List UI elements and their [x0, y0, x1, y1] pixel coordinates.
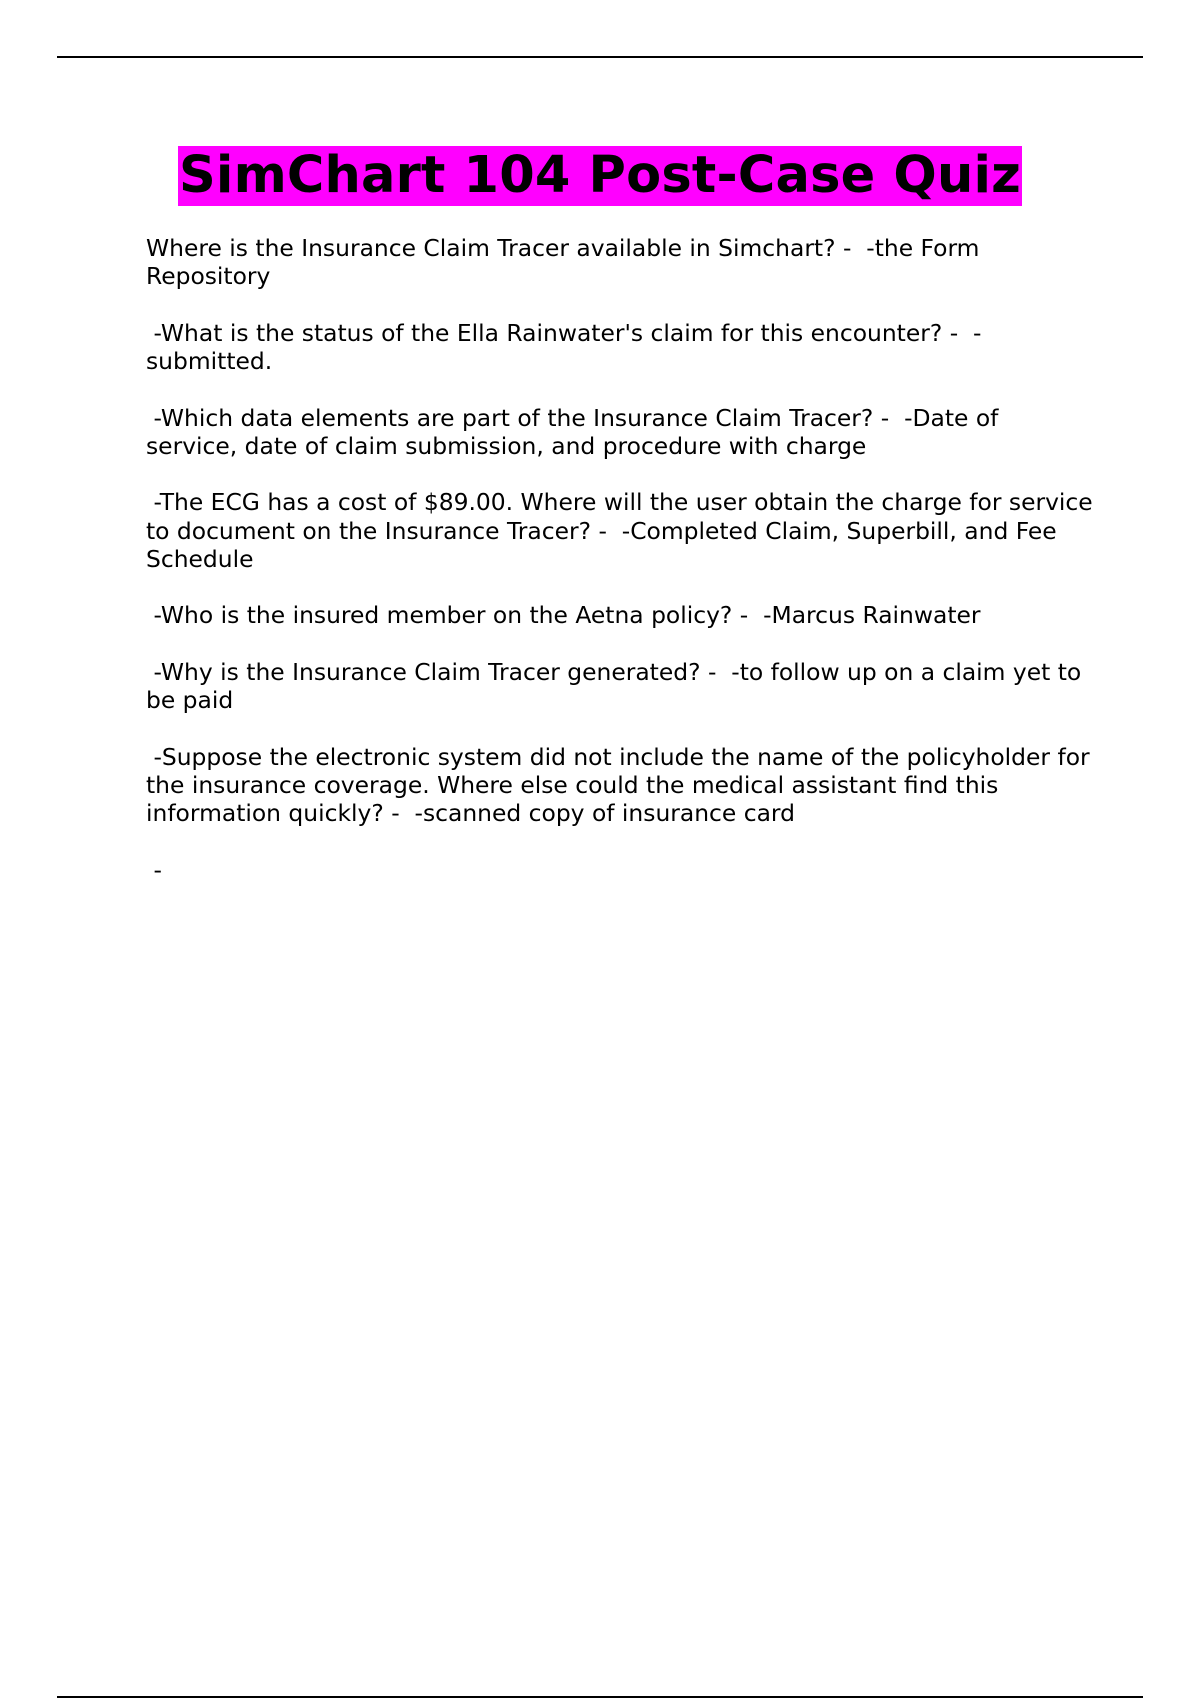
- title-container: [0, 146, 1200, 206]
- bottom-rule: [57, 1696, 1143, 1698]
- qa-item: -Who is the insured member on the Aetna policy? - -Marcus Rainwater: [146, 601, 981, 630]
- qa-list: [146, 234, 1101, 912]
- qa-item: Where is the Insurance Claim Tracer available in Simchart? - -the Form Repository: [146, 234, 987, 291]
- qa-item: -The ECG has a cost of $89.00. Where will the user obtain the charge for service to document on the Insurance Tracer? - -Completed Claim, Superbill, and Fee Schedule: [146, 488, 1101, 573]
- top-rule: [57, 56, 1143, 58]
- page-title: SimChart 104 Post-Case Quiz: [178, 146, 1022, 205]
- qa-item: -: [146, 855, 162, 884]
- qa-item: -What is the status of the Ella Rainwater's claim for this encounter? - -submitted.: [146, 318, 982, 375]
- qa-item: -Suppose the electronic system did not include the name of the policyholder for the insurance coverage. Where else could the medical assistant find this information quickly? - -scanned copy of insurance card: [146, 742, 1098, 828]
- qa-item: -Why is the Insurance Claim Tracer generated? - -to follow up on a claim yet to be paid: [146, 657, 1089, 715]
- qa-item: -Which data elements are part of the Insurance Claim Tracer? - -Date of service, date of claim submission, and procedure with charge: [146, 403, 1006, 460]
